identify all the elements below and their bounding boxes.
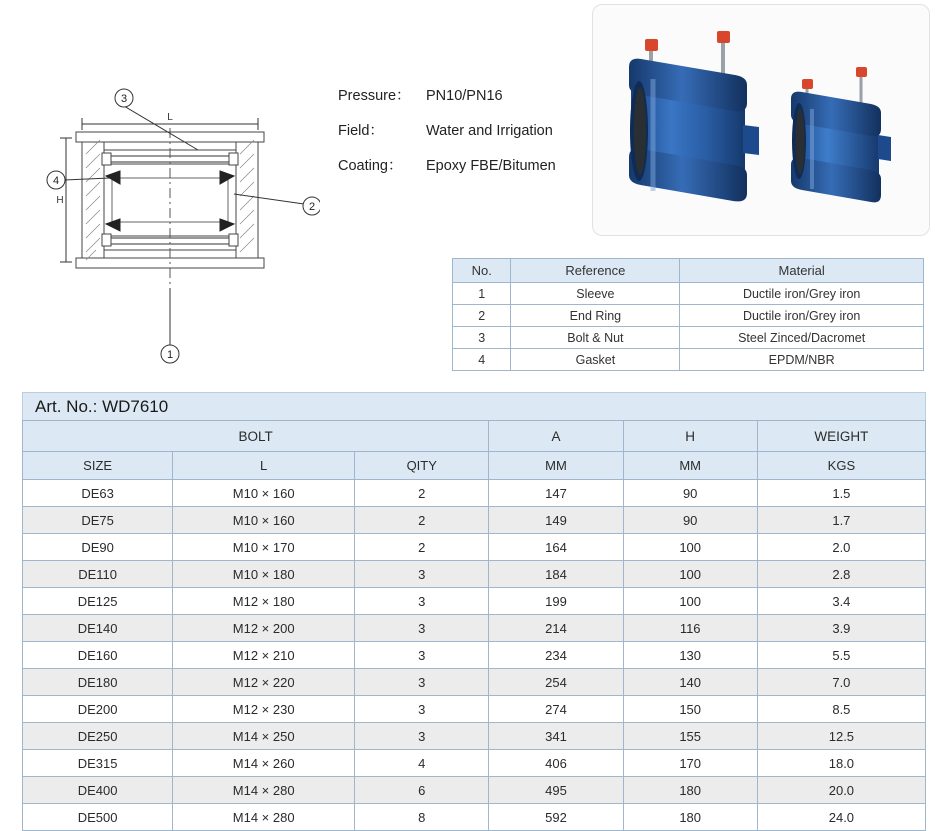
table-row: [23, 642, 926, 669]
spec-label-pressure: Pressure：: [338, 88, 411, 104]
cell-weight: 7.0: [757, 669, 925, 696]
table-row: [23, 696, 926, 723]
cell-qity: 8: [355, 804, 489, 831]
cell-h: 90: [623, 507, 757, 534]
sub-header-qity: QITY: [355, 452, 489, 480]
cell-weight: 8.5: [757, 696, 925, 723]
cell-qity: 4: [355, 750, 489, 777]
dimension-label-l: L: [167, 112, 173, 123]
cell-h: 140: [623, 669, 757, 696]
reference-cell-material: EPDM/NBR: [680, 349, 924, 371]
cell-a: 149: [489, 507, 623, 534]
callout-3-label: 3: [120, 93, 128, 105]
cell-weight: 3.4: [757, 588, 925, 615]
cell-size: DE140: [23, 615, 173, 642]
cell-bolt-l: M14 × 260: [173, 750, 355, 777]
specification-table: [22, 420, 926, 831]
cell-bolt-l: M12 × 220: [173, 669, 355, 696]
spec-label-coating: Coating：: [338, 158, 403, 174]
coupling-small: [791, 67, 891, 202]
sub-header-weight-kgs: KGS: [757, 452, 925, 480]
table-row: [23, 507, 926, 534]
table-row: [23, 561, 926, 588]
specification-list: [338, 88, 588, 193]
coupling-large: [629, 31, 759, 201]
cell-qity: 2: [355, 480, 489, 507]
spec-value-coating: Epoxy FBE/Bitumen: [426, 158, 556, 174]
cell-size: DE250: [23, 723, 173, 750]
cell-size: DE125: [23, 588, 173, 615]
callout-4-label: 4: [52, 175, 60, 187]
drawing-svg: [20, 28, 320, 368]
spec-table-group-header-row: [23, 421, 926, 452]
table-row: [23, 480, 926, 507]
spec-label-field: Field：: [338, 123, 384, 139]
cell-a: 214: [489, 615, 623, 642]
sub-header-l: L: [173, 452, 355, 480]
cell-bolt-l: M12 × 210: [173, 642, 355, 669]
cell-h: 90: [623, 480, 757, 507]
cell-qity: 6: [355, 777, 489, 804]
product-photo-svg: [593, 5, 929, 235]
cell-qity: 3: [355, 723, 489, 750]
cell-bolt-l: M10 × 160: [173, 507, 355, 534]
cell-size: DE180: [23, 669, 173, 696]
cell-a: 341: [489, 723, 623, 750]
table-row: [23, 534, 926, 561]
reference-cell-material: Steel Zinced/Dacromet: [680, 327, 924, 349]
cell-a: 254: [489, 669, 623, 696]
group-header-a: A: [489, 421, 623, 452]
cell-h: 116: [623, 615, 757, 642]
table-row: [23, 777, 926, 804]
art-no-bar: [22, 392, 926, 420]
reference-cell-no: 4: [453, 349, 511, 371]
reference-cell-name: Bolt & Nut: [511, 327, 680, 349]
reference-cell-material: Ductile iron/Grey iron: [680, 283, 924, 305]
cell-weight: 5.5: [757, 642, 925, 669]
cell-bolt-l: M12 × 200: [173, 615, 355, 642]
table-row: [453, 327, 924, 349]
reference-table-header-row: [453, 259, 924, 283]
cell-weight: 20.0: [757, 777, 925, 804]
dimension-label-h: H: [56, 195, 64, 206]
cell-h: 130: [623, 642, 757, 669]
group-header-weight: WEIGHT: [757, 421, 925, 452]
cell-size: DE63: [23, 480, 173, 507]
cell-size: DE160: [23, 642, 173, 669]
reference-cell-name: Gasket: [511, 349, 680, 371]
cell-h: 100: [623, 561, 757, 588]
spec-table-body: [23, 480, 926, 831]
callout-1-label: 1: [166, 349, 174, 361]
cell-weight: 2.0: [757, 534, 925, 561]
cell-weight: 3.9: [757, 615, 925, 642]
cell-bolt-l: M12 × 230: [173, 696, 355, 723]
cell-a: 199: [489, 588, 623, 615]
cell-qity: 3: [355, 642, 489, 669]
reference-table: [452, 258, 924, 371]
cell-qity: 3: [355, 615, 489, 642]
cell-bolt-l: M10 × 170: [173, 534, 355, 561]
spec-row-coating: [338, 158, 588, 174]
reference-header-material: Material: [680, 259, 924, 283]
cell-weight: 12.5: [757, 723, 925, 750]
table-row: [453, 349, 924, 371]
cell-weight: 1.5: [757, 480, 925, 507]
top-section: [0, 0, 938, 395]
spec-row-field: [338, 123, 588, 139]
spec-table-sub-header-row: [23, 452, 926, 480]
table-row: [23, 723, 926, 750]
cell-h: 180: [623, 804, 757, 831]
cell-a: 495: [489, 777, 623, 804]
sub-header-size: SIZE: [23, 452, 173, 480]
cell-bolt-l: M14 × 280: [173, 804, 355, 831]
table-row: [23, 615, 926, 642]
table-row: [23, 669, 926, 696]
cell-size: DE200: [23, 696, 173, 723]
reference-cell-no: 1: [453, 283, 511, 305]
cell-qity: 2: [355, 507, 489, 534]
spec-value-field: Water and Irrigation: [426, 123, 553, 139]
reference-header-reference: Reference: [511, 259, 680, 283]
cell-a: 274: [489, 696, 623, 723]
cell-qity: 3: [355, 669, 489, 696]
cell-h: 155: [623, 723, 757, 750]
spec-value-pressure: PN10/PN16: [426, 88, 503, 104]
cell-a: 406: [489, 750, 623, 777]
reference-cell-no: 3: [453, 327, 511, 349]
cell-size: DE90: [23, 534, 173, 561]
cell-qity: 2: [355, 534, 489, 561]
table-row: [23, 804, 926, 831]
cell-weight: 1.7: [757, 507, 925, 534]
cell-h: 170: [623, 750, 757, 777]
cell-bolt-l: M10 × 160: [173, 480, 355, 507]
cell-h: 100: [623, 534, 757, 561]
cell-bolt-l: M12 × 180: [173, 588, 355, 615]
reference-cell-name: End Ring: [511, 305, 680, 327]
cell-bolt-l: M14 × 280: [173, 777, 355, 804]
cell-size: DE110: [23, 561, 173, 588]
sub-header-a-mm: MM: [489, 452, 623, 480]
cell-h: 100: [623, 588, 757, 615]
product-photo: [592, 4, 930, 236]
cell-bolt-l: M14 × 250: [173, 723, 355, 750]
cell-a: 147: [489, 480, 623, 507]
cell-weight: 2.8: [757, 561, 925, 588]
cell-bolt-l: M10 × 180: [173, 561, 355, 588]
technical-drawing: [20, 28, 320, 368]
cell-qity: 3: [355, 561, 489, 588]
group-header-h: H: [623, 421, 757, 452]
spec-row-pressure: [338, 88, 588, 104]
cell-a: 592: [489, 804, 623, 831]
reference-cell-no: 2: [453, 305, 511, 327]
cell-qity: 3: [355, 588, 489, 615]
cell-h: 150: [623, 696, 757, 723]
cell-size: DE315: [23, 750, 173, 777]
cell-size: DE75: [23, 507, 173, 534]
cell-weight: 24.0: [757, 804, 925, 831]
cell-size: DE400: [23, 777, 173, 804]
sub-header-h-mm: MM: [623, 452, 757, 480]
group-header-bolt: BOLT: [23, 421, 489, 452]
callout-2-label: 2: [308, 201, 316, 213]
cell-weight: 18.0: [757, 750, 925, 777]
table-row: [23, 750, 926, 777]
table-row: [453, 305, 924, 327]
cell-qity: 3: [355, 696, 489, 723]
cell-size: DE500: [23, 804, 173, 831]
reference-cell-name: Sleeve: [511, 283, 680, 305]
cell-a: 234: [489, 642, 623, 669]
cell-a: 184: [489, 561, 623, 588]
cell-h: 180: [623, 777, 757, 804]
art-no-label: Art. No.: WD7610: [35, 396, 169, 416]
table-row: [23, 588, 926, 615]
cell-a: 164: [489, 534, 623, 561]
reference-header-no: No.: [453, 259, 511, 283]
table-row: [453, 283, 924, 305]
reference-cell-material: Ductile iron/Grey iron: [680, 305, 924, 327]
